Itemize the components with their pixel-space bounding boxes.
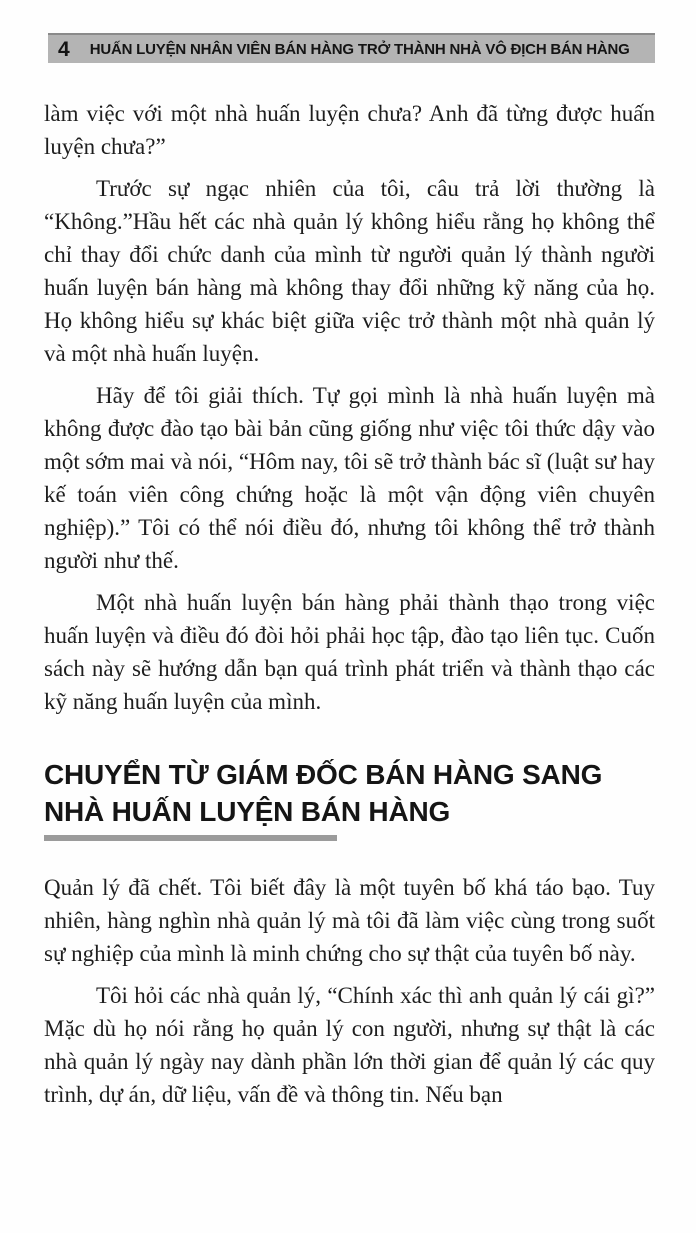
paragraph: Quản lý đã chết. Tôi biết đây là một tuyên bố khá táo bạo. Tuy nhiên, hàng nghìn nhà quản lý mà tôi đã làm việc cùng trong suốt sự nghiệp của mình là minh chứng cho sự thật của tuyên bố này. (44, 875, 655, 966)
chapter-number: 4 (58, 37, 70, 61)
paragraph: Một nhà huấn luyện bán hàng phải thành thạo trong việc huấn luyện và điều đó đòi hỏi phải học tập, đào tạo liên tục. Cuốn sách này sẽ hướng dẫn bạn quá trình phát triển và thành thạo các kỹ năng huấn luyện của mình. (44, 590, 655, 714)
book-page (0, 33, 696, 1233)
chapter-title: HUẤN LUYỆN NHÂN VIÊN BÁN HÀNG TRỞ THÀNH NHÀ VÔ ĐỊCH BÁN HÀNG (89, 40, 630, 58)
paragraph: Tôi hỏi các nhà quản lý, “Chính xác thì anh quản lý cái gì?” Mặc dù họ nói rằng họ quản lý con người, nhưng sự thật là các nhà quản lý ngày nay dành phần lớn thời gian để quản lý các quy trình, dự án, dữ liệu, vấn đề và thông tin. Nếu bạn (44, 983, 655, 1107)
chapter-header-bar (48, 33, 655, 63)
section-heading: CHUYỂN TỪ GIÁM ĐỐC BÁN HÀNG SANG NHÀ HUẤN LUYỆN BÁN HÀNG (44, 759, 603, 827)
page-content (44, 97, 655, 1111)
paragraph: Trước sự ngạc nhiên của tôi, câu trả lời thường là “Không.”Hầu hết các nhà quản lý không hiểu rằng họ không thể chỉ thay đổi chức danh của mình từ người quản lý thành người huấn luyện bán hàng mà không thay đổi những kỹ năng của họ. Họ không hiểu sự khác biệt giữa việc trở thành một nhà quản lý và một nhà huấn luyện. (44, 176, 655, 366)
paragraph: Hãy để tôi giải thích. Tự gọi mình là nhà huấn luyện mà không được đào tạo bài bản cũng giống như việc tôi thức dậy vào một sớm mai và nói, “Hôm nay, tôi sẽ trở thành bác sĩ (luật sư hay kế toán viên công chứng hoặc là một vận động viên chuyên nghiệp).” Tôi có thể nói điều đó, nhưng tôi không thể trở thành người như thế. (44, 383, 655, 573)
paragraph-continuation: làm việc với một nhà huấn luyện chưa? Anh đã từng được huấn luyện chưa?” (44, 101, 655, 159)
heading-underline (44, 835, 337, 841)
